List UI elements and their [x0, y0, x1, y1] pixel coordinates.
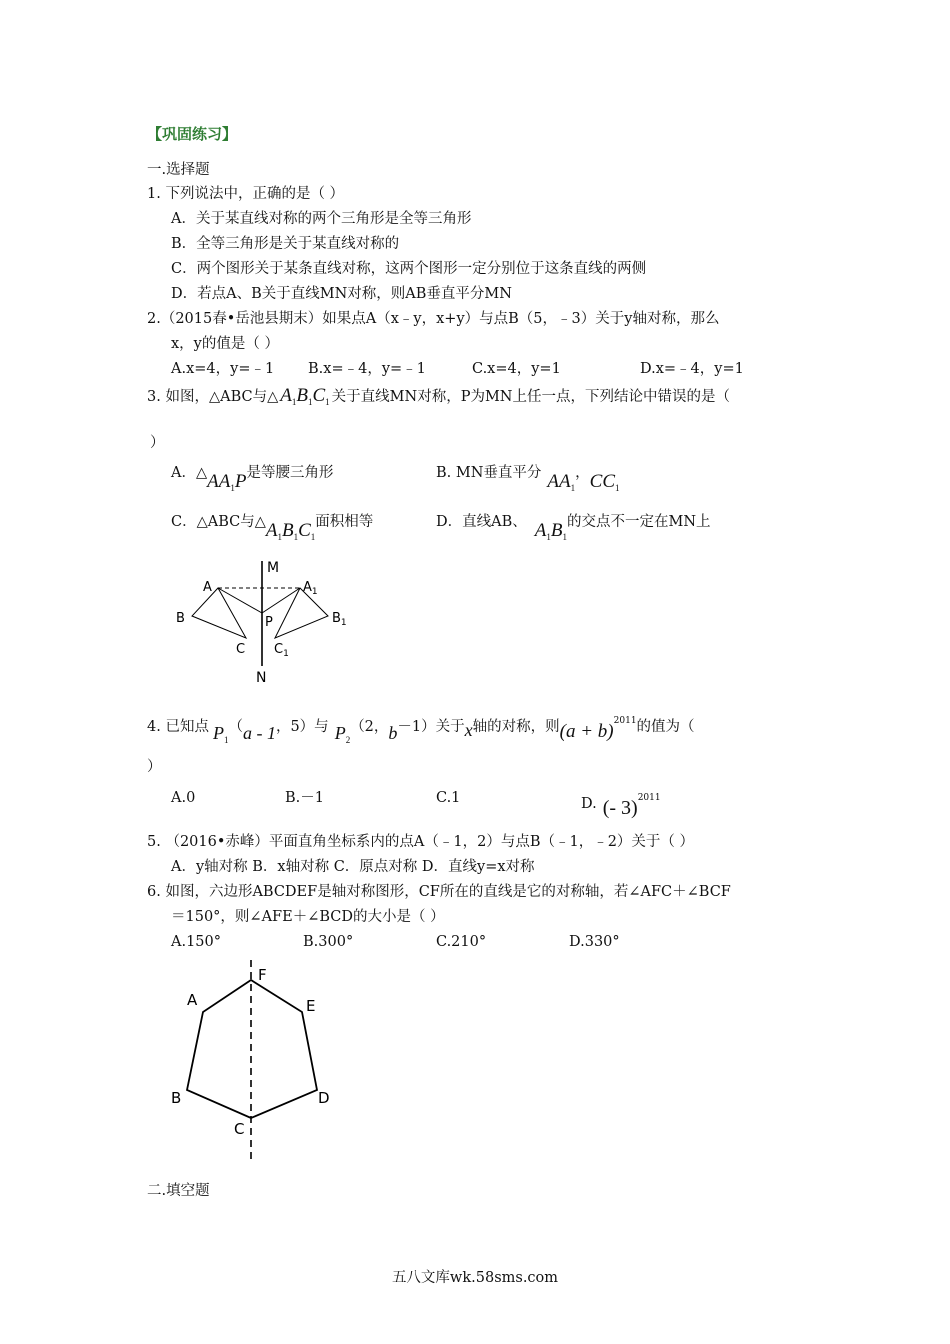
q3-close-paren: ） [150, 435, 165, 451]
q6-figure [165, 955, 345, 1165]
q1-option-a: A．关于某直线对称的两个三角形是全等三角形 [171, 211, 472, 227]
q3-option-d: D．直线AB、 $A_1B_1$的交点不一定在MN上 [436, 514, 711, 542]
q3-label-p: P [265, 615, 273, 630]
q6-option-d: D.330° [569, 934, 620, 950]
q3-option-a: A．$\triangle AA_1P$是等腰三角形 [171, 465, 334, 493]
q3-figure [170, 556, 370, 691]
q2-option-d: D.x=﹣4，y=1 [640, 361, 744, 377]
q6-option-b: B.300° [303, 934, 354, 950]
q3-option-c: C．△ABC与$\triangle A_1B_1C_1$面积相等 [171, 514, 374, 542]
q3-label-a: A [203, 580, 212, 595]
q3-triangle-a1b1c1: $A_1B_1C_1$ [280, 385, 330, 407]
part1-title: 一.选择题 [147, 162, 210, 178]
q3-label-c1: $C_1$ [274, 642, 289, 659]
q3-option-b: B. MN垂直平分 $AA_1$，$CC_1$ [436, 465, 620, 493]
q2-option-c: C.x=4，y=1 [472, 361, 561, 377]
q4-option-d: D. (- 3)$^{2011}$ [581, 793, 661, 819]
q3-label-m: M [267, 560, 280, 576]
q2-stem-continued: x，y的值是（ ） [171, 336, 279, 352]
q3-label-n: N [256, 670, 267, 686]
q3-stem: 3. 如图，△ABC与△ $A_1B_1C_1$ 关于直线MN对称，P为MN上任一点，下列结论中错误的是（ [147, 385, 730, 407]
q3-label-b: B [176, 611, 185, 626]
q5-stem: 5. （2016•赤峰）平面直角坐标系内的点A（﹣1，2）与点B（﹣1，﹣2）关于（ ） [147, 834, 695, 850]
q4-option-c: C.1 [436, 790, 461, 806]
q6-label-f: F [258, 966, 267, 984]
q1-stem: 1. 下列说法中，正确的是（ ） [147, 186, 345, 202]
q6-stem-continued: ＝150°，则∠AFE＋∠BCD的大小是（ ） [171, 909, 445, 925]
part2-title: 二.填空题 [147, 1183, 210, 1199]
q6-label-e: E [306, 997, 316, 1015]
q6-stem: 6. 如图，六边形ABCDEF是轴对称图形，CF所在的直线是它的对称轴，若∠AFC＋∠BCF [147, 884, 731, 900]
q1-option-c: C．两个图形关于某条直线对称，这两个图形一定分别位于这条直线的两侧 [171, 261, 647, 277]
q6-label-d: D [318, 1089, 330, 1107]
q5-options: A．y轴对称 B．x轴对称 C．原点对称 D．直线y=x对称 [171, 859, 535, 875]
q6-label-a: A [187, 991, 198, 1009]
q2-stem: 2.（2015春•岳池县期末）如果点A（x﹣y，x+y）与点B（5，﹣3）关于y轴对称，那么 [147, 311, 720, 327]
q3-label-a1: $A_1$ [303, 580, 318, 597]
q3-label-b1: $B_1$ [332, 611, 347, 628]
section-title: 【巩固练习】 [147, 125, 238, 143]
q6-option-c: C.210° [436, 934, 487, 950]
q4-stem: 4. 已知点 $P_1(a - 1$，5）与 $P_2(2$，b－1）关于x轴的对称，则$(a + b)^{2011}$的值为（ [147, 716, 695, 745]
page-footer: 五八文库wk.58sms.com [391, 1270, 559, 1286]
q6-label-b: B [171, 1089, 182, 1107]
q1-option-b: B．全等三角形是关于某直线对称的 [171, 236, 400, 252]
q3-label-c: C [236, 642, 246, 657]
q2-option-b: B.x=﹣4，y=﹣1 [308, 361, 426, 377]
q4-option-a: A.0 [171, 790, 196, 806]
q6-label-c: C [234, 1120, 245, 1138]
q4-option-b: B.－1 [285, 790, 324, 806]
q6-option-a: A.150° [171, 934, 222, 950]
q4-close-paren: ） [147, 759, 162, 775]
q2-option-a: A.x=4，y=﹣1 [171, 361, 275, 377]
q1-option-d: D．若点A、B关于直线MN对称，则AB垂直平分MN [171, 286, 512, 302]
